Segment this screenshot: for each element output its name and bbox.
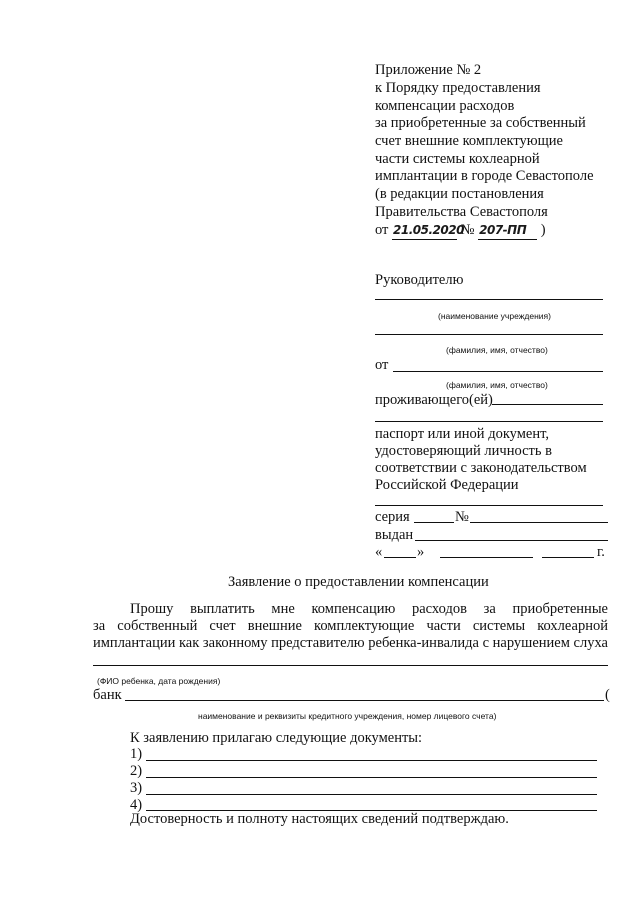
appendix-line-1: Приложение № 2 [375,62,482,78]
from-line [393,371,603,372]
decree-date-row [375,221,546,240]
confirmation-text: Достоверность и полноту настоящих сведений подтверждаю. [130,811,509,827]
child-name-line [93,665,608,666]
quote-open: « [375,544,383,560]
passport-line-4: Российской Федерации [375,477,519,493]
appendix-line-5: счет внешние комплектующие [375,133,563,149]
request-line-1: Прошу выплатить мне компенсацию расходов за приобретенные [130,601,608,617]
number-sign: № [460,222,475,238]
institution-caption: (наименование учреждения) [438,311,551,321]
head-label: Руководителю [375,272,464,288]
appendix-line-2: к Порядку предоставления [375,80,541,96]
passport-number-line [470,522,608,523]
series-line [414,522,454,523]
residing-line [492,404,603,405]
request-line-3: имплантации как законному представителю ребенка-инвалида с нарушением слуха [93,635,608,651]
attach-intro: К заявлению прилагаю следующие документы: [130,730,423,746]
passport-number-sign: № [455,509,469,525]
from-label: от [375,357,389,373]
day-line [384,557,416,558]
appendix-line-4: за приобретенные за собственный [375,115,586,131]
address-line [375,421,603,422]
appendix-line-7: имплантации в городе Севастополе [375,168,594,184]
series-label: серия [375,509,410,525]
issued-line [415,540,608,541]
handwritten-date: 21.05.2020 [392,221,457,240]
attach-item-4-number: 4) [130,797,143,813]
attach-item-2-number: 2) [130,763,143,779]
passport-line-2: удостоверяющий личность в [375,443,552,459]
fio-caption-2: (фамилия, имя, отчество) [446,380,548,390]
passport-line-1: паспорт или иной документ, [375,426,549,442]
child-caption: (ФИО ребенка, дата рождения) [97,676,221,686]
attach-item-3-line [146,794,597,795]
attach-item-1-line [146,760,597,761]
year-suffix: г. [597,544,605,560]
issued-label: выдан [375,527,414,543]
residing-label: проживающего(ей) [375,392,493,408]
bank-caption: наименование и реквизиты кредитного учреждения, номер лицевого счета) [198,711,497,721]
handwritten-number: 207-ПП [478,221,537,240]
attach-item-2-line [146,777,597,778]
month-line [440,557,533,558]
attach-item-3-number: 3) [130,780,143,796]
date-prefix: от [375,222,389,238]
statement-title: Заявление о предоставлении компенсации [228,574,489,590]
institution-line [375,299,603,300]
attach-item-1-number: 1) [130,746,143,762]
bank-paren: ( [605,687,610,703]
bank-line [125,700,604,701]
year-line [542,557,594,558]
passport-line-3: соответствии с законодательством [375,460,587,476]
fio-line-1 [375,334,603,335]
appendix-line-6: части системы кохлеарной [375,151,540,167]
bank-label: банк [93,687,122,703]
appendix-line-8: (в редакции постановления [375,186,544,202]
fio-caption-1: (фамилия, имя, отчество) [446,345,548,355]
request-line-2: за собственный счет внешние комплектующие части системы кохлеарной [93,618,608,634]
appendix-line-3: компенсации расходов [375,98,515,114]
quote-close: » [417,544,425,560]
passport-blank-line [375,505,603,506]
close-paren: ) [540,222,546,238]
appendix-line-9: Правительства Севастополя [375,204,548,220]
